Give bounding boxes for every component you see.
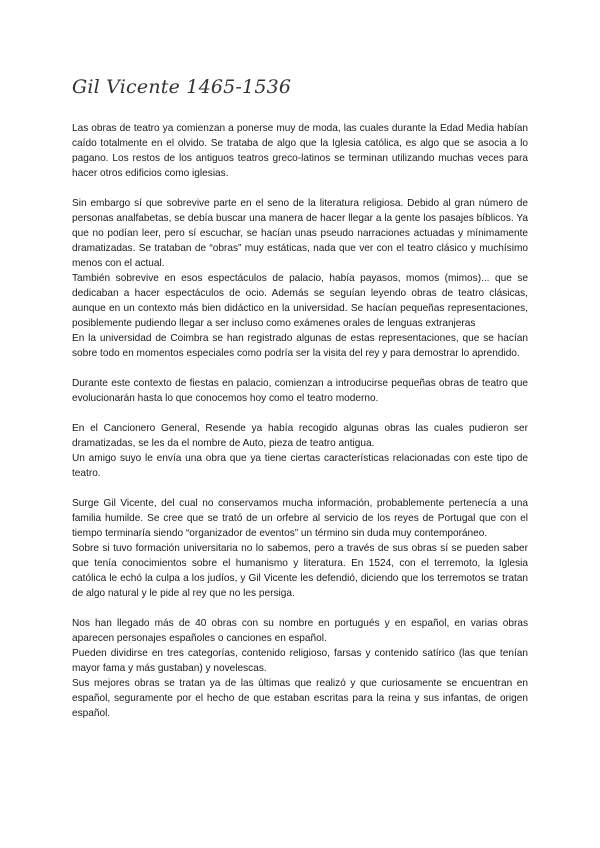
paragraph-works-count: Nos han llegado más de 40 obras con su nombre en portugués y en español, en varias obras aparecen personajes españoles o canciones en español.: [72, 618, 528, 644]
paragraph-coimbra: En la universidad de Coimbra se han registrado algunas de estas representaciones, que se hacían sobre todo en momentos especiales como podría ser la visita del rey y para demostrar lo aprendido.: [72, 333, 528, 359]
paragraph-palace-festivities: Durante este contexto de fiestas en palacio, comienzan a introducirse pequeñas obras de teatro que evolucionarán hasta lo que conocemos hoy como el teatro moderno.: [72, 378, 528, 404]
paragraph-cancionero-general: En el Cancionero General, Resende ya había recogido algunas obras las cuales pudieron ser dramatizadas, se les da el nombre de Auto, pieza de teatro antigua.: [72, 423, 528, 449]
paragraph-education-earthquake: Sobre si tuvo formación universitaria no lo sabemos, pero a través de sus obras sí se pueden saber que tenía conocimientos sobre el humanismo y literatura. En 1524, con el terremoto, la Iglesia católica le echó la culpa a los judíos, y Gil Vicente les defendió, diciendo que los terremotos se tratan de algo natural y le pide al rey que no les persiga.: [72, 543, 528, 599]
page-title: Gil Vicente 1465-1536: [72, 76, 292, 98]
paragraph-spacer: [72, 361, 528, 376]
paragraph-best-works: Sus mejores obras se tratan ya de las últimas que realizó y que curiosamente se encuentran en español, seguramente por el hecho de que estaban escritas para la reina y sus infantas, de origen español.: [72, 678, 528, 719]
paragraph-theatre-origins: Las obras de teatro ya comienzan a ponerse muy de moda, las cuales durante la Edad Media habían caído totalmente en el olvido. Se trataba de algo que la Iglesia católica, es algo que se asocia a lo pagano. Los restos de los antiguos teatros greco-latinos se terminan utilizando muchas veces para hacer otros edificios como iglesias.: [72, 123, 528, 179]
paragraph-palace-spectacles: También sobrevive en esos espectáculos de palacio, había payasos, momos (mimos)... que se dedicaban a hacer espectáculos de ocio. Además se seguían leyendo obras de teatro clásicas, aunque en un contexto más bien didáctico en la universidad. Se hacían pequeñas representaciones, posiblemente pudiendo llegar a ser incluso como exámenes orales de lenguas extranjeras: [72, 273, 528, 329]
paragraph-religious-literature: Sin embargo sí que sobrevive parte en el seno de la literatura religiosa. Debido al gran número de personas analfabetas, se debía buscar una manera de hacer llegar a la gente los pasajes bíblicos. Ya que no podían leer, pero sí escuchar, se hacían unas pseudo narraciones actuadas y mínimamente dramatizadas. Se trataban de “obras” muy estáticas, nada que ver con el teatro clásico y muchísimo menos con el actual.: [72, 198, 528, 269]
paragraph-friend-work: Un amigo suyo le envía una obra que ya tiene ciertas características relacionadas con este tipo de teatro.: [72, 453, 528, 479]
paragraph-categories: Pueden dividirse en tres categorías, contenido religioso, farsas y contenido satírico (las que tenían mayor fama y más gustaban) y novelescas.: [72, 648, 528, 674]
paragraph-spacer: [72, 481, 528, 496]
paragraph-spacer: [72, 406, 528, 421]
paragraph-spacer: [72, 601, 528, 616]
paragraph-gil-vicente-origin: Surge Gil Vicente, del cual no conservamos mucha información, probablemente pertenecía a una familia humilde. Se cree que se trató de un orfebre al servicio de los reyes de Portugal que con el tiempo terminaría siendo “organizador de eventos” un término sin duda muy contemporáneo.: [72, 498, 528, 539]
document-body: [72, 121, 528, 721]
paragraph-spacer: [72, 181, 528, 196]
